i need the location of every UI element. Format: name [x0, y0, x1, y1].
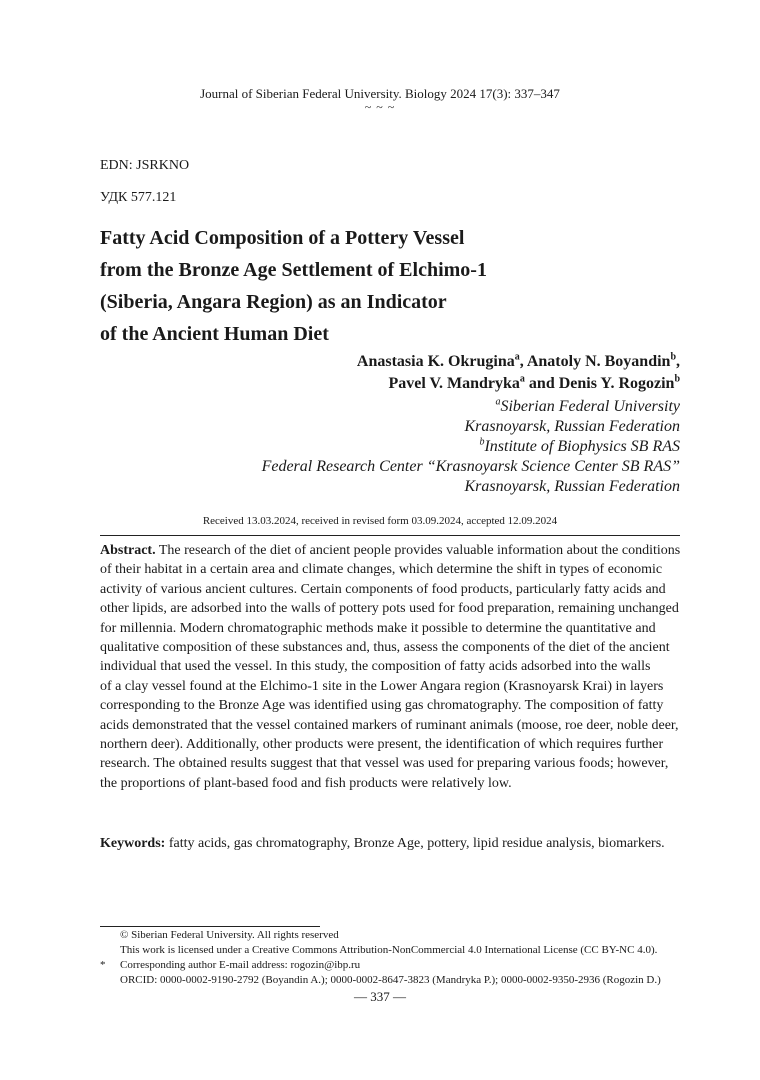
license-note: This work is licensed under a Creative Commons Attribution-NonCommercial 4.0 International License (CC BY-NC 4.0). [120, 944, 658, 956]
affiliation-line: Krasnoyarsk, Russian Federation [464, 418, 680, 435]
page-number: — 337 — [354, 989, 406, 1004]
abstract [100, 541, 680, 793]
keywords-label: Keywords: [100, 836, 166, 851]
abstract-line: Abstract. The research of the diet of ancient people provides valuable information about the conditions [100, 543, 681, 558]
keywords-text: fatty acids, gas chromatography, Bronze Age, pottery, lipid residue analysis, biomarkers. [168, 836, 665, 851]
author-list [357, 351, 680, 395]
title-line: Fatty Acid Composition of a Pottery Vessel [100, 227, 465, 249]
abstract-line: other lipids, are adsorbed into the walls of pottery pots used for food preparation, remaining unchanged [100, 601, 679, 617]
author-affil-mark: b [670, 351, 676, 363]
abstract-label: Abstract. [100, 543, 156, 558]
abstract-line: acids demonstrated that the vessel contained markers of ruminant animals (moose, roe deer, noble deer, [100, 717, 679, 733]
abstract-line: activity of various ancient cultures. Certain components of food products, particularly fatty acids and [100, 581, 666, 597]
author-line: Pavel V. Mandryka$^a$ and Denis Y. Rogozin$^b$ [388, 373, 680, 392]
abstract-line: of their habitat in a certain area and climate changes, which determine the shift in types of economic [100, 562, 663, 578]
copyright-note: © Siberian Federal University. All rights reserved [120, 929, 339, 941]
affiliation-line: $^a$Siberian Federal University [495, 396, 680, 415]
abstract-line: the proportions of plant-based food and fish products were relatively low. [100, 775, 512, 791]
author-name: Anatoly N. Boyandin [526, 353, 671, 370]
abstract-line: qualitative composition of these substances and, thus, assess the components of the diet of the ancient [100, 640, 670, 656]
edn-code: EDN: JSRKNO [100, 158, 190, 173]
abstract-line: research. The obtained results suggest that that vessel was used for preparing various foods; however, [100, 756, 669, 772]
author-name: Anastasia K. Okrugina [356, 353, 515, 370]
journal-header: Journal of Siberian Federal University. Biology 2024 17(3): 337–347 [200, 86, 560, 101]
author-affil-mark: b [674, 373, 680, 385]
title-line: from the Bronze Age Settlement of Elchimo-1 [100, 259, 487, 281]
author-name: Denis Y. Rogozin [558, 375, 675, 392]
author-affil-mark: a [514, 351, 520, 363]
received-dates: Received 13.03.2024, received in revised form 03.09.2024, accepted 12.09.2024 [202, 515, 558, 527]
abstract-line: individual that used the vessel. In this study, the composition of fatty acids adsorbed into the walls [100, 659, 651, 675]
title-line: of the Ancient Human Diet [100, 323, 329, 345]
abstract-line: of a clay vessel found at the Elchimo-1 site in the Lower Angara region (Krasnoyarsk Krai) in layers [100, 678, 664, 694]
corresponding-author-note: * Corresponding author E-mail address: rogozin@ibp.ru [100, 959, 361, 971]
footnotes [100, 928, 700, 988]
article-title [100, 222, 660, 350]
abstract-divider [100, 535, 680, 536]
udk-code: УДК 577.121 [100, 190, 177, 205]
keywords [100, 836, 700, 852]
title-line: (Siberia, Angara Region) as an Indicator [100, 291, 447, 313]
abstract-line: northern deer). Additionally, other products were present, the identification of which requires further [100, 737, 664, 753]
affiliation-line: Krasnoyarsk, Russian Federation [464, 478, 680, 495]
abstract-line: for millennia. Modern chromatographic methods make it possible to determine the quantitative and [100, 620, 656, 636]
asterisk-mark: * [100, 959, 106, 971]
abstract-line: corresponding to the Bronze Age was identified using gas chromatography. The composition of fatty [100, 698, 664, 714]
affiliation-line: Federal Research Center “Krasnoyarsk Science Center SB RAS” [261, 458, 680, 475]
author-affil-mark: a [519, 373, 525, 385]
affiliation-line: $^b$Institute of Biophysics SB RAS [479, 436, 680, 455]
footnote-divider [100, 926, 320, 927]
author-line: Anastasia K. Okrugina$^a$, Anatoly N. Boyandin$^b$, [356, 351, 680, 370]
header-ornament: ~ ~ ~ [364, 100, 396, 114]
author-name: Pavel V. Mandryka [388, 375, 520, 392]
affiliations [262, 397, 680, 497]
orcid-note: ORCID: 0000-0002-9190-2792 (Boyandin A.); 0000-0002-8647-3823 (Mandryka P.); 0000-0002-9350-2936 (Rogozin D.) [120, 974, 661, 986]
